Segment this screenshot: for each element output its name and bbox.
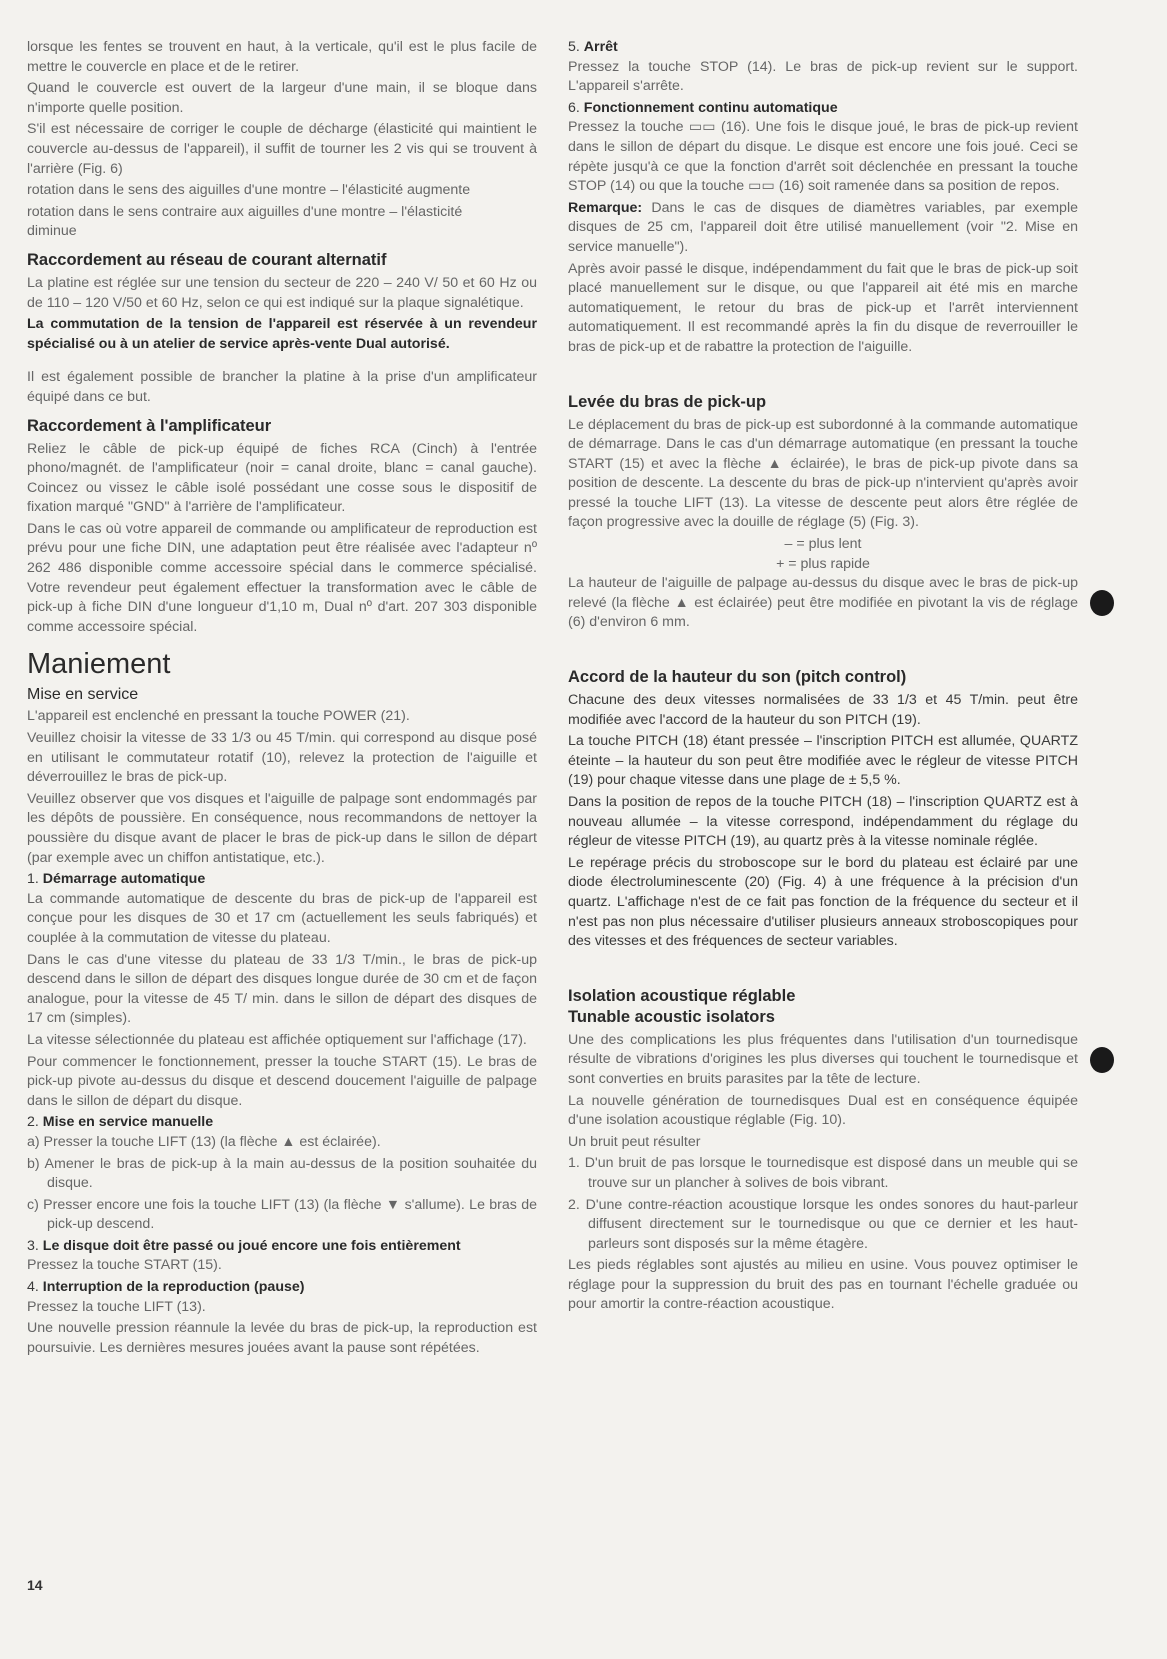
paragraph-bold: La commutation de la tension de l'appareil est réservée à un revendeur spécialisé ou à un atelier de service après-vente Dual autorisé.	[27, 316, 537, 352]
heading-isolation-en: Tunable acoustic isolators	[568, 1007, 775, 1026]
paragraph: La platine est réglée sur une tension du secteur de 220 – 240 V/ 50 et 60 Hz ou de 110 – 120 V/50 et 60 Hz, selon ce qui est indiqué sur la plaque signalétique.	[27, 274, 537, 311]
right-column	[568, 38, 1078, 1317]
punch-hole	[1090, 590, 1114, 616]
paragraph: Après avoir passé le disque, indépendamment du fait que le bras de pick-up soit placé manuellement sur le disque, ou que l'appareil ait été mis en marche automatiquement, le retour du bras de pick-up et l'arrêt interviennent automatiquement. Il est recommandé après la fin du disque de reverrouiller le bras de pick-up et de rabattre la protection de l'aiguille.	[568, 260, 1078, 355]
speed-plus: + = plus rapide	[776, 555, 870, 572]
paragraph: La commande automatique de descente du bras de pick-up de l'appareil est conçue pour les disques de 30 et 17 cm (actuellement les seuls fabriqués) et couplée à la commutation de vitesse du plateau.	[27, 890, 537, 946]
paragraph: Reliez le câble de pick-up équipé de fiches RCA (Cinch) à l'entrée phono/magnét. de l'amplificateur (noir = canal droite, blanc = canal gauche). Coincez ou vissez le câble isolé possédant une cosse sous le dispositif de fixation marqué "GND" à l'arrière de l'amplificateur.	[27, 440, 537, 516]
subsection-1-title: 1. Démarrage automatique	[27, 871, 206, 888]
paragraph: Les pieds réglables sont ajustés au milieu en usine. Vous pouvez optimiser le réglage pour la suppression du bruit des pas en tournant l'échelle graduée ou pour amortir la contre-réaction acoustique.	[568, 1257, 1078, 1313]
paragraph: Pressez la touche STOP (14). Le bras de pick-up revient sur le support. L'appareil s'arrête.	[568, 58, 1078, 95]
paragraph: Une des complications les plus fréquentes dans l'utilisation d'un tournedisque résulte de vibrations d'origines les plus diverses qui touchent le tournedisque et sont converties en bruits parasites par la tête de lecture.	[568, 1031, 1078, 1087]
subsection-5-title: 5. Arrêt	[568, 39, 618, 55]
paragraph: Le repérage précis du stroboscope sur le bord du plateau est éclairé par une diode électroluminescente (20) (Fig. 4) à une fréquence à la précision d'un quartz. L'affichage n'est de ce fait pas fonction de la fréquence du secteur et il n'est pas non plus nécessaire d'utiliser plusieurs anneaux stroboscopiques pour des vitesses et des fréquences de secteur variables.	[568, 854, 1078, 950]
paragraph: La touche PITCH (18) étant pressée – l'inscription PITCH est allumée, QUARTZ éteinte – la hauteur du son peut être modifiée avec le régleur de vitesse PITCH (19) pour chaque vitesse dans une plage de ± 5,5 %.	[568, 733, 1078, 789]
page-number: 14	[27, 1577, 43, 1593]
paragraph: La hauteur de l'aiguille de palpage au-dessus du disque avec le bras de pick-up relevé (la flèche ▲ est éclairée) peut être modifiée en pivotant la vis de réglage (6) d'environ 6 mm.	[568, 575, 1078, 631]
paragraph: Dans la position de repos de la touche PITCH (18) – l'inscription QUARTZ est à nouveau allumée – la vitesse correspond, indépendamment du réglage du régleur de vitesse PITCH (19), au quartz près à la vitesse nominale réglée.	[568, 794, 1078, 850]
subsection-2-title: 2. Mise en service manuelle	[27, 1114, 214, 1131]
heading-levee: Levée du bras de pick-up	[568, 392, 767, 411]
paragraph: Chacune des deux vitesses normalisées de 33 1/3 et 45 T/min. peut être modifiée avec l'accord de la hauteur du son PITCH (19).	[568, 692, 1078, 728]
paragraph: Dans le cas d'une vitesse du plateau de 33 1/3 T/min., le bras de pick-up descend dans le sillon de départ des disques longue durée de 30 cm et de façon analogue, pour la vitesse de 45 T/ min. dans le sillon de départ des disques de 17 cm (simples).	[27, 951, 537, 1027]
paragraph: Le déplacement du bras de pick-up est subordonné à la commande automatique de démarrage. Dans le cas d'un démarrage automatique (en pressant la touche START (15) et avec la flèche ▲ éclairée), le bras de pick-up pivote dans sa position de descente. La descente du bras de pick-up n'intervient qu'après avoir pressé la touche LIFT (13). La vitesse de descente peut alors être réglée de façon progressive avec la douille de réglage (5) (Fig. 3).	[568, 416, 1078, 531]
subsection-3-title: 3. Le disque doit être passé ou joué encore une fois entièrement	[27, 1237, 461, 1254]
list-item: b) Amener le bras de pick-up à la main au-dessus de la position souhaitée du disque.	[27, 1155, 537, 1192]
remark: Remarque: Dans le cas de disques de diamètres variables, par exemple disques de 25 cm, l'appareil doit être utilisé manuellement (voir "2. Mise en service manuelle").	[568, 199, 1078, 255]
list-item: 1. D'un bruit de pas lorsque le tournedisque est disposé dans un meuble qui se trouve sur un plancher à solives de bois vibrant.	[568, 1155, 1078, 1191]
heading-mise-en-service: Mise en service	[27, 686, 139, 704]
paragraph: Un bruit peut résulter	[568, 1133, 701, 1150]
list-item: a) Presser la touche LIFT (13) (la flèche ▲ est éclairée).	[27, 1133, 381, 1150]
heading-isolation: Isolation acoustique réglable	[568, 986, 796, 1005]
heading-reseau: Raccordement au réseau de courant alternatif	[27, 250, 387, 269]
left-column	[27, 38, 537, 1360]
list-item: 2. D'une contre-réaction acoustique lorsque les ondes sonores du haut-parleur diffusent directement sur le tournedisque ou que ce dernier et les haut-parleurs sont disposés sur la même étagère.	[568, 1196, 1078, 1252]
paragraph: Dans le cas où votre appareil de commande ou amplificateur de reproduction est prévu pour une fiche DIN, une adaptation peut être réalisée avec l'adapteur nº 262 486 disponible comme accessoire spécial dans le commerce spécialisé. Votre revendeur peut également effectuer la transformation avec le câble de pick-up à fiche DIN d'une longueur d'1,10 m, Dual nº d'art. 207 303 disponible comme accessoire spécial.	[27, 520, 537, 635]
paragraph: Pressez la touche ▭▭ (16). Une fois le disque joué, le bras de pick-up revient dans le sillon de départ du disque. Le disque est encore une fois joué. Ceci se répète jusqu'à ce que la fonction d'arrêt soit déclenchée en pressant la touche STOP (14) ou que la touche ▭▭ (16) soit ramenée dans sa position de repos.	[568, 119, 1078, 195]
paragraph: Veuillez choisir la vitesse de 33 1/3 ou 45 T/min. qui correspond au disque posé en utilisant le commutateur rotatif (10), relevez la protection de l'aiguille et déverrouillez le bras de pick-up.	[27, 730, 537, 786]
paragraph: Il est également possible de brancher la platine à la prise d'un amplificateur équipé dans ce but.	[27, 369, 537, 405]
heading-maniement: Maniement	[27, 648, 171, 681]
paragraph: Pour commencer le fonctionnement, presser la touche START (15). Le bras de pick-up pivote au-dessus du disque et descend doucement l'aiguille de palpage dans le sillon de départ du disque.	[27, 1053, 537, 1109]
paragraph: La nouvelle génération de tournedisques Dual est en conséquence équipée d'une isolation acoustique réglable (Fig. 10).	[568, 1092, 1078, 1129]
paragraph: Une nouvelle pression réannule la levée du bras de pick-up, la reproduction est poursuivie. Les dernières mesures jouées avant la pause sont répétées.	[27, 1320, 537, 1356]
heading-pitch: Accord de la hauteur du son (pitch control)	[568, 668, 907, 687]
paragraph: rotation dans le sens contraire aux aiguilles d'une montre – l'élasticité diminue	[27, 203, 463, 240]
speed-minus: – = plus lent	[784, 536, 862, 553]
paragraph: L'appareil est enclenché en pressant la touche POWER (21).	[27, 708, 410, 725]
list-item: c) Presser encore une fois la touche LIFT (13) (la flèche ▼ s'allume). Le bras de pick-up descend.	[27, 1196, 537, 1233]
paragraph: rotation dans le sens des aiguilles d'une montre – l'élasticité augmente	[27, 182, 471, 199]
subsection-4-title: 4. Interruption de la reproduction (pause)	[27, 1279, 305, 1296]
paragraph: Veuillez observer que vos disques et l'aiguille de palpage sont endommagés par les dépôts de poussière. En conséquence, nous recommandons de nettoyer la poussière du disque avant de placer le bras de pick-up dans le sillon de départ (par exemple avec un chiffon antistatique, etc.).	[27, 790, 537, 866]
paragraph: La vitesse sélectionnée du plateau est affichée optiquement sur l'affichage (17).	[27, 1031, 527, 1048]
paragraph: Pressez la touche START (15).	[27, 1257, 222, 1274]
subsection-6-title: 6. Fonctionnement continu automatique	[568, 99, 838, 116]
punch-hole	[1090, 1047, 1114, 1073]
heading-amplificateur: Raccordement à l'amplificateur	[27, 416, 272, 435]
paragraph: Pressez la touche LIFT (13).	[27, 1298, 206, 1315]
paragraph: lorsque les fentes se trouvent en haut, à la verticale, qu'il est le plus facile de mettre le couvercle en place et de le retirer.	[27, 39, 537, 75]
paragraph: S'il est nécessaire de corriger le couple de décharge (élasticité qui maintient le couvercle au-dessus de l'appareil), il suffit de tourner les 2 vis qui se trouvent à l'arrière (Fig. 6)	[27, 121, 537, 177]
paragraph: Quand le couvercle est ouvert de la largeur d'une main, il se bloque dans n'importe quelle position.	[27, 80, 537, 116]
